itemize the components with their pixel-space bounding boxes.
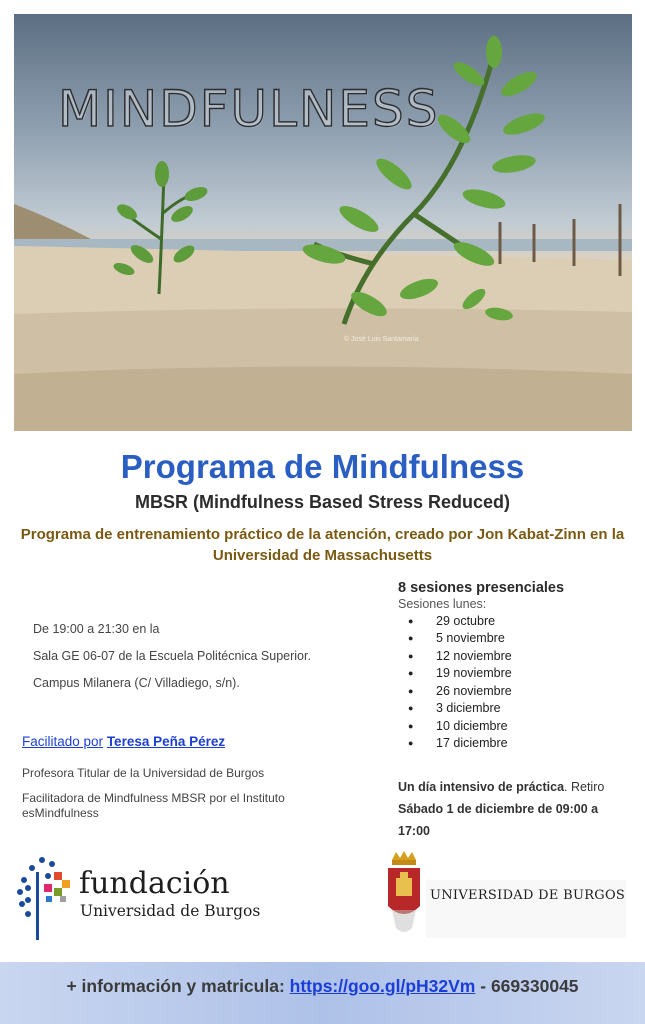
footer-bar bbox=[0, 962, 645, 1024]
session-date: 26 noviembre bbox=[436, 683, 512, 698]
bullet-icon: ● bbox=[408, 668, 414, 679]
sessions-heading: 8 sesiones presenciales bbox=[398, 580, 565, 596]
session-item bbox=[398, 647, 564, 665]
session-item bbox=[398, 682, 564, 700]
universidad-name: UNIVERSIDAD DE BURGOS bbox=[430, 888, 626, 903]
session-date: 10 diciembre bbox=[436, 718, 508, 733]
registration-link[interactable]: https://goo.gl/pH32Vm bbox=[289, 976, 476, 996]
schedule-campus: Campus Milanera (C/ Villadiego, s/n). bbox=[33, 676, 240, 690]
session-item bbox=[398, 630, 564, 648]
session-date: 5 noviembre bbox=[436, 631, 505, 646]
sessions-subheading: Sesiones lunes: bbox=[398, 597, 487, 611]
universidad-crest-icon bbox=[382, 850, 426, 940]
session-date: 3 diciembre bbox=[436, 701, 501, 716]
bullet-icon: ● bbox=[408, 650, 414, 661]
facilitator-role-1: Profesora Titular de la Universidad de Burgos bbox=[22, 766, 265, 780]
program-subtitle: MBSR (Mindfulness Based Stress Reduced) bbox=[134, 492, 511, 512]
program-title: Programa de Mindfulness bbox=[120, 448, 525, 485]
fundacion-name: fundación bbox=[79, 866, 230, 901]
facilitator-role-2: Facilitadora de Mindfulness MBSR por el Instituto esMindfulness bbox=[22, 791, 285, 820]
footer-text bbox=[0, 976, 645, 997]
bullet-icon: ● bbox=[408, 685, 414, 696]
hero-illustration bbox=[14, 14, 632, 431]
sessions-block bbox=[398, 580, 564, 752]
session-date: 17 diciembre bbox=[436, 736, 508, 751]
sessions-list bbox=[398, 612, 564, 752]
facilitator-prefix[interactable]: Facilitado por bbox=[22, 734, 104, 749]
session-date: 29 octubre bbox=[436, 613, 496, 628]
session-item bbox=[398, 717, 564, 735]
bullet-icon: ● bbox=[408, 615, 414, 626]
session-date: 12 noviembre bbox=[436, 648, 512, 663]
photo-credit: © José Luis Santamaría bbox=[344, 336, 419, 343]
intensive-when: Sábado 1 de diciembre de 09:00 a 17:00 bbox=[398, 802, 599, 838]
session-item bbox=[398, 665, 564, 683]
hero-title: MINDFULNESS bbox=[58, 80, 440, 138]
bullet-icon: ● bbox=[408, 720, 414, 731]
hero-photo bbox=[14, 14, 632, 431]
intensive-day bbox=[398, 776, 618, 842]
intensive-retiro: . Retiro bbox=[564, 780, 605, 794]
session-item bbox=[398, 700, 564, 718]
schedule-room: Sala GE 06-07 de la Escuela Politécnica Superior. bbox=[33, 649, 311, 663]
session-item bbox=[398, 735, 564, 753]
facilitator-info bbox=[22, 766, 322, 831]
session-item bbox=[398, 612, 564, 630]
footer-prefix: + información y matricula: bbox=[66, 976, 285, 996]
schedule-time: De 19:00 a 21:30 en la bbox=[33, 622, 160, 636]
intensive-lead: Un día intensivo de práctica bbox=[398, 780, 565, 794]
bullet-icon: ● bbox=[408, 738, 414, 749]
program-description: Programa de entrenamiento práctico de la atención, creado por Jon Kabat-Zinn en la Universidad de Massachusetts bbox=[20, 526, 625, 564]
bullet-icon: ● bbox=[408, 633, 414, 644]
footer-phone: 669330045 bbox=[490, 976, 579, 996]
footer-separator: - bbox=[480, 976, 487, 996]
session-date: 19 noviembre bbox=[436, 666, 512, 681]
schedule-block bbox=[33, 622, 311, 703]
facilitator-line[interactable] bbox=[22, 734, 225, 749]
facilitator-name[interactable]: Teresa Peña Pérez bbox=[106, 734, 226, 749]
fundacion-subtitle: Universidad de Burgos bbox=[80, 902, 261, 920]
bullet-icon: ● bbox=[408, 703, 414, 714]
